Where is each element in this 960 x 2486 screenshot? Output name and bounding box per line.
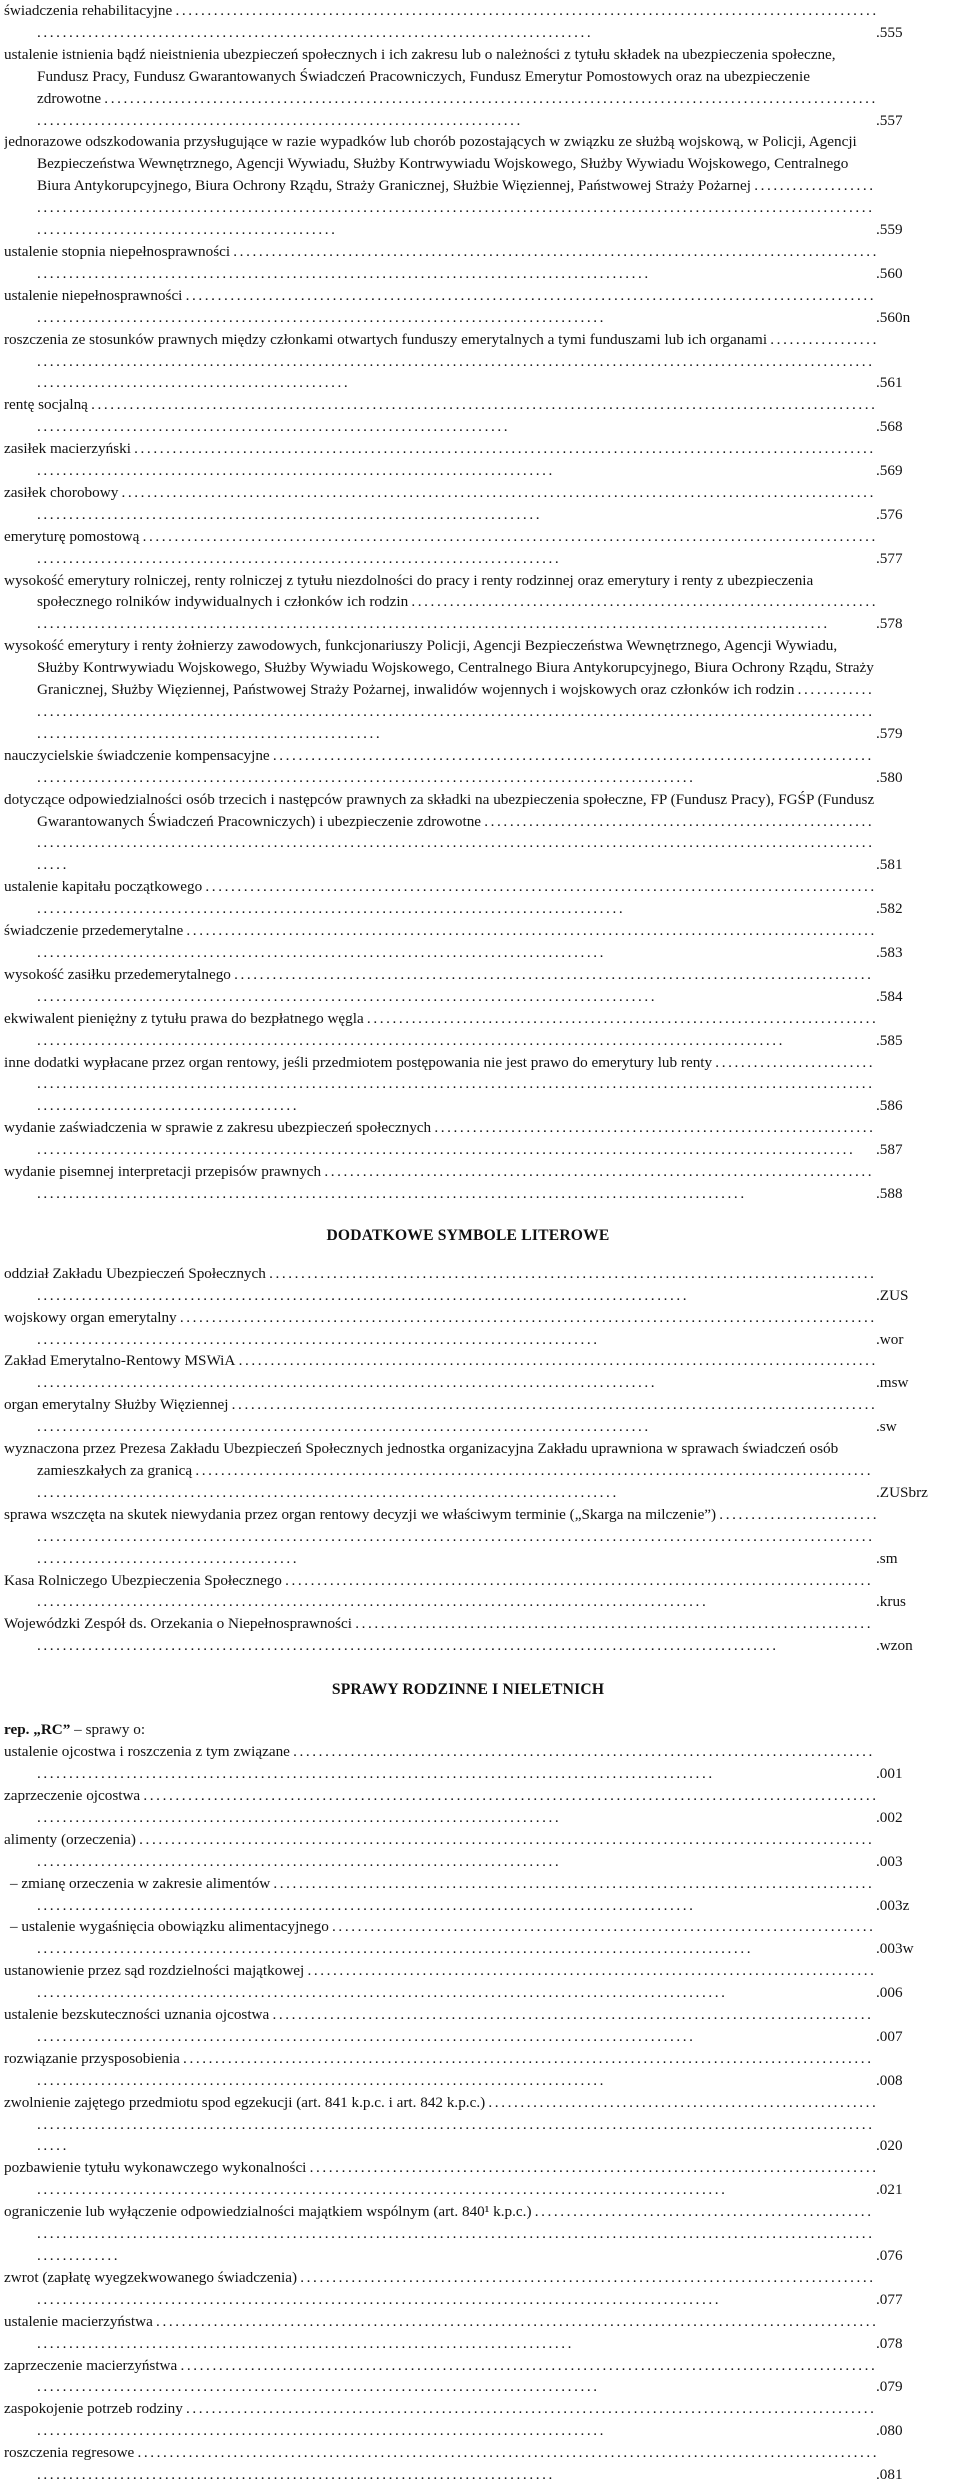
entry-description: – zmianę orzeczenia w zakresie alimentów: [10, 1874, 271, 1892]
entry-symbol-code: .578: [874, 613, 932, 635]
repertory-line: [4, 1719, 932, 1741]
index-entry: [4, 789, 932, 877]
index-entry: [4, 1873, 932, 1917]
entry-description: wysokość emerytury i renty żołnierzy zawodowych, funkcjonariuszy Policji, Agencji Bezpieczeństwa Wewnętrznego, Agencji Wywiadu, Służby Kontrwywiadu Wojskowego, Służby Wywiadu Wojskowego, Centralnego Biura Antykorupcyjnego, Biura Ochrony Rządu, Straży Granicznej, Służby Więziennej, Państwowej Straży Pożarnej, inwalidów wojennych i wojskowych oraz członków ich rodzin: [4, 637, 874, 699]
entry-symbol-code: .587: [874, 1139, 932, 1161]
entry-description: ustalenie kapitału początkowego: [4, 878, 203, 896]
entry-symbol-code: .585: [874, 1030, 932, 1052]
entry-description: inne dodatki wypłacane przez organ rentowy, jeśli przedmiotem postępowania nie jest prawo do emerytury lub renty: [4, 1053, 713, 1071]
entry-symbol-code: .003z: [874, 1895, 932, 1917]
dot-leader: [37, 528, 875, 567]
index-entry: [4, 1438, 932, 1504]
entry-description: dotyczące odpowiedzialności osób trzecich i następców prawnych za składki na ubezpieczenia społeczne, FP (Fundusz Pracy), FGŚP (Fundusz Gwarantowanych Świadczeń Pracowniczych) i ubezpieczenie zdrowotne: [4, 790, 875, 830]
entry-symbol-code: .568: [874, 416, 932, 438]
entry-description: ustalenie stopnia niepełnosprawności: [4, 242, 231, 260]
index-entry: [4, 876, 932, 920]
entry-description: świadczenia rehabilitacyjne: [4, 2, 173, 19]
index-entry: [4, 1263, 932, 1307]
index-entry: [4, 1394, 932, 1438]
index-entry: [4, 1350, 932, 1394]
index-entry: [4, 1052, 932, 1118]
section-heading-additional-symbols: DODATKOWE SYMBOLE LITEROWE: [326, 1226, 610, 1244]
entry-symbol-code: .006: [874, 1982, 932, 2004]
index-entry: [4, 1785, 932, 1829]
entry-symbol-code: .586: [874, 1095, 932, 1117]
index-entry: [4, 1960, 932, 2004]
entry-symbol-code: .021: [874, 2179, 932, 2201]
entry-symbol-code: .076: [874, 2245, 932, 2267]
entry-description: alimenty (orzeczenia): [4, 1830, 136, 1848]
index-entry: [4, 964, 932, 1008]
dot-leader: [37, 2444, 876, 2483]
index-entry: [4, 1008, 932, 1052]
entry-description: ustanowienie przez sąd rozdzielności majątkowej: [4, 1962, 305, 1980]
index-entry: [4, 2267, 932, 2311]
symbol-list-social-insurance: [4, 0, 932, 1205]
entry-description: Wojewódzki Zespół ds. Orzekania o Niepełnosprawności: [4, 1615, 352, 1633]
entry-symbol-code: .559: [874, 219, 932, 241]
entry-description: rozwiązanie przysposobienia: [4, 2049, 180, 2067]
dot-leader: [37, 90, 875, 129]
index-entry: [4, 2201, 932, 2267]
dot-leader: [37, 1787, 875, 1826]
entry-symbol-code: .wor: [874, 1329, 932, 1351]
section-heading-family-cases: SPRAWY RODZINNE I NIELETNICH: [331, 1681, 605, 1699]
entry-symbol-code: .577: [874, 548, 932, 570]
entry-description: ograniczenie lub wyłączenie odpowiedzialności majątkiem wspólnym (art. 840¹ k.p.c.): [4, 2203, 532, 2221]
symbol-list-additional-letters: [4, 1263, 932, 1657]
entry-symbol-code: .sw: [874, 1416, 932, 1438]
entry-description: oddział Zakładu Ubezpieczeń Społecznych: [4, 1264, 266, 1282]
entry-symbol-code: .555: [874, 22, 932, 44]
entry-description: zaprzeczenie macierzyństwa: [4, 2356, 178, 2374]
entry-description: wysokość emerytury rolniczej, renty rolniczej z tytułu niezdolności do pracy i renty rodzinnej oraz emerytury i renty z ubezpieczenia społecznego rolników indywidualnych i członków ich rodzin: [4, 571, 814, 611]
index-entry: [4, 394, 932, 438]
entry-description: ustalenie istnienia bądź nieistnienia ubezpieczeń społecznych i ich zakresu lub o należności z tytułu składek na ubezpieczenia społeczne, Fundusz Pracy, Fundusz Gwarantowanych Świadczeń Pracowniczych, Fundusz Emerytur Pomostowych oraz na ubezpieczenie zdrowotne: [4, 45, 836, 107]
entry-description: roszczenia regresowe: [4, 2444, 135, 2462]
dot-leader: [37, 2313, 875, 2352]
document-page: [4, 0, 932, 2486]
index-entry: [4, 482, 932, 526]
entry-description: świadczenie przedemerytalne: [4, 922, 184, 940]
entry-symbol-code: .003: [874, 1851, 932, 1873]
entry-description: emeryturę pomostową: [4, 527, 140, 545]
entry-symbol-code: .002: [874, 1807, 932, 1829]
entry-description: ustalenie ojcostwa i roszczenia z tym związane: [4, 1743, 290, 1761]
entry-symbol-code: .msw: [874, 1372, 932, 1394]
index-entry: [4, 2355, 932, 2399]
entry-symbol-code: .561: [874, 372, 932, 394]
entry-symbol-code: .078: [874, 2333, 932, 2355]
entry-description: jednorazowe odszkodowania przysługujące w razie wypadków lub chorób pozostających w związku ze służbą wojskową, w Policji, Agencji Bezpieczeństwa Wewnętrznego, Agencji Wywiadu, Służby Kontrwywiadu Wojskowego, Służby Wywiadu Wojskowego, Centralnego Biura Antykorupcyjnego, Biura Ochrony Rządu, Straży Granicznej, Służbie Więziennej, Państwowej Straży Pożarnej: [4, 133, 857, 195]
index-entry: [4, 438, 932, 482]
index-entry: [4, 745, 932, 789]
index-entry: [4, 2157, 932, 2201]
index-entry: [4, 2311, 932, 2355]
repertory-suffix: – sprawy o:: [74, 1721, 146, 1739]
entry-symbol-code: .ZUSbrz: [874, 1482, 932, 1504]
repertory-symbol: „RC”: [33, 1721, 71, 1739]
index-entry: [4, 2092, 932, 2158]
index-entry: [4, 1613, 932, 1657]
index-entry: [4, 920, 932, 964]
entry-symbol-code: .003w: [874, 1938, 932, 1960]
entry-symbol-code: .077: [874, 2289, 932, 2311]
index-entry: [4, 526, 932, 570]
entry-symbol-code: .579: [874, 723, 932, 745]
dot-leader: [37, 1831, 871, 1870]
index-entry: [4, 1117, 932, 1161]
entry-description: roszczenia ze stosunków prawnych między członkami otwartych funduszy emerytalnych a tymi funduszami lub ich organami: [4, 330, 768, 348]
entry-description: wyznaczona przez Prezesa Zakładu Ubezpieczeń Społecznych jednostka organizacyjna Zakładu uprawniona w sprawach świadczeń osób zamieszkałych za granicą: [4, 1440, 839, 1479]
index-entry: [4, 1161, 932, 1205]
entry-description: Zakład Emerytalno-Rentowy MSWiA: [4, 1352, 236, 1370]
entry-symbol-code: .079: [874, 2376, 932, 2398]
entry-description: zasiłek chorobowy: [4, 483, 119, 501]
entry-description: zaspokojenie potrzeb rodziny: [4, 2400, 183, 2418]
entry-description: zaprzeczenie ojcostwa: [4, 1786, 141, 1804]
entry-description: zwrot (zapłatę wyegzekwowanego świadczenia): [4, 2268, 298, 2286]
entry-symbol-code: .020: [874, 2135, 932, 2157]
entry-description: wysokość zasiłku przedemerytalnego: [4, 965, 231, 983]
entry-description: wojskowy organ emerytalny: [4, 1308, 177, 1326]
entry-description: ustalenie niepełnosprawności: [4, 286, 183, 304]
entry-symbol-code: .582: [874, 898, 932, 920]
entry-symbol-code: .560: [874, 263, 932, 285]
index-entry: [4, 2398, 932, 2442]
entry-symbol-code: .008: [874, 2070, 932, 2092]
index-entry: [4, 1570, 932, 1614]
entry-symbol-code: .576: [874, 504, 932, 526]
index-entry: [4, 1741, 932, 1785]
dot-leader: [37, 484, 873, 523]
index-entry: [4, 0, 932, 44]
index-entry: [4, 44, 932, 132]
index-entry: [4, 131, 932, 241]
entry-symbol-code: .557: [874, 110, 932, 132]
entry-symbol-code: .080: [874, 2420, 932, 2442]
entry-description: ustalenie bezskuteczności uznania ojcostwa: [4, 2006, 270, 2024]
entry-symbol-code: .sm: [874, 1548, 932, 1570]
entry-description: zasiłek macierzyński: [4, 440, 131, 458]
index-entry: [4, 2048, 932, 2092]
entry-description: organ emerytalny Służby Więziennej: [4, 1396, 229, 1414]
entry-description: ustalenie macierzyństwa: [4, 2312, 153, 2330]
entry-description: zwolnienie zajętego przedmiotu spod egzekucji (art. 841 k.p.c. i art. 842 k.p.c.): [4, 2093, 486, 2111]
entry-symbol-code: .581: [874, 854, 932, 876]
entry-description: nauczycielskie świadczenie kompensacyjne: [4, 746, 270, 764]
entry-description: – ustalenie wygaśnięcia obowiązku alimentacyjnego: [10, 1918, 329, 1936]
entry-description: Kasa Rolniczego Ubezpieczenia Społecznego: [4, 1571, 282, 1589]
entry-symbol-code: .wzon: [874, 1635, 932, 1657]
symbol-list-family-cases: [4, 1741, 932, 2486]
entry-symbol-code: .081: [874, 2464, 932, 2486]
entry-symbol-code: .588: [874, 1183, 932, 1205]
entry-symbol-code: .001: [874, 1763, 932, 1785]
index-entry: [4, 329, 932, 395]
index-entry: [4, 1829, 932, 1873]
index-entry: [4, 570, 932, 636]
dot-leader: [37, 396, 874, 435]
entry-description: wydanie zaświadczenia w sprawie z zakresu ubezpieczeń społecznych: [4, 1119, 432, 1137]
dot-leader: [37, 440, 873, 479]
index-entry: [4, 2004, 932, 2048]
index-entry: [4, 1307, 932, 1351]
entry-symbol-code: .krus: [874, 1591, 932, 1613]
entry-symbol-code: .007: [874, 2026, 932, 2048]
entry-symbol-code: .584: [874, 986, 932, 1008]
index-entry: [4, 635, 932, 745]
entry-symbol-code: .569: [874, 460, 932, 482]
index-entry: [4, 1916, 932, 1960]
index-entry: [4, 241, 932, 285]
entry-symbol-code: .583: [874, 942, 932, 964]
index-entry: [4, 285, 932, 329]
entry-symbol-code: .ZUS: [874, 1285, 932, 1307]
entry-symbol-code: .560n: [874, 307, 932, 329]
index-entry: [4, 1504, 932, 1570]
entry-description: wydanie pisemnej interpretacji przepisów prawnych: [4, 1163, 322, 1181]
entry-description: rentę socjalną: [4, 396, 88, 414]
entry-description: sprawa wszczęta na skutek niewydania przez organ rentowy decyzji we właściwym terminie („Skarga na milczenie”): [4, 1505, 717, 1523]
entry-description: ekwiwalent pieniężny z tytułu prawa do bezpłatnego węgla: [4, 1009, 364, 1027]
entry-description: pozbawienie tytułu wykonawczego wykonalności: [4, 2159, 307, 2177]
index-entry: [4, 2442, 932, 2486]
entry-symbol-code: .580: [874, 767, 932, 789]
repertory-prefix: rep.: [4, 1721, 30, 1739]
